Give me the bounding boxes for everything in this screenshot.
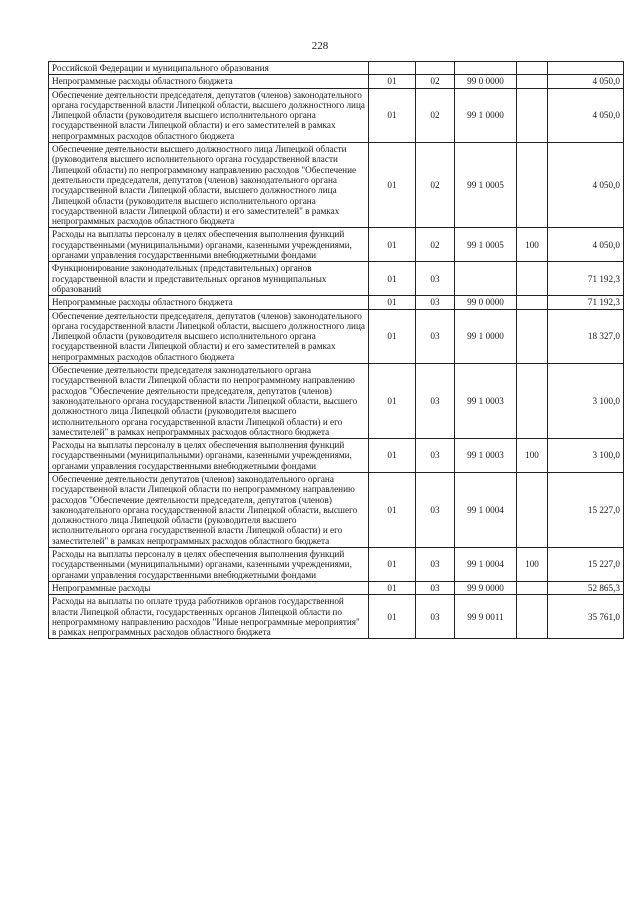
row-target-code [455, 262, 517, 296]
row-name: Обеспечение деятельности высшего должностного лица Липецкой области (руководителя высшего исполнительного органа государственной власти Липецкой области) по непрограммному направлению расходов "Обеспечение деятельности председателя, депутатов (членов) законодательного органа государственной власти Липецкой области, высшего должностного лица Липецкой области (руководителя высшего исполнительного органа государственной власти Липецкой области) и его заместителей" в рамках непрограммных расходов областного бюджета [49, 143, 369, 228]
row-expense-type [517, 581, 548, 594]
table-row [49, 581, 624, 594]
budget-table-body [49, 62, 624, 639]
table-row [49, 472, 624, 547]
row-target-code [455, 62, 517, 75]
table-row [49, 62, 624, 75]
row-target-code: 99 1 0004 [455, 548, 517, 582]
row-subsection: 02 [416, 88, 455, 142]
table-row [49, 75, 624, 88]
row-subsection: 03 [416, 296, 455, 309]
row-section: 01 [369, 75, 416, 88]
row-target-code: 99 1 0005 [455, 228, 517, 262]
row-expense-type [517, 143, 548, 228]
row-section: 01 [369, 439, 416, 473]
row-subsection [416, 62, 455, 75]
row-amount: 71 192,3 [548, 262, 624, 296]
row-expense-type [517, 595, 548, 639]
table-row [49, 309, 624, 363]
row-subsection: 02 [416, 143, 455, 228]
row-expense-type [517, 62, 548, 75]
row-name: Расходы на выплаты персоналу в целях обеспечения выполнения функций государственными (муниципальными) органами, казенными учреждениями, органами управления государственными внебюджетными фондами [49, 439, 369, 473]
row-subsection: 02 [416, 228, 455, 262]
row-name: Обеспечение деятельности депутатов (членов) законодательного органа государственной власти Липецкой области по непрограммному направлению расходов "Обеспечение деятельности председателя, депутатов (членов) законодательного органа государственной власти Липецкой области, высшего должностного лица Липецкой области (руководителя высшего исполнительного органа государственной власти Липецкой области) и его заместителей" в рамках непрограммных расходов областного бюджета [49, 472, 369, 547]
table-row [49, 439, 624, 473]
row-amount [548, 62, 624, 75]
row-name: Российской Федерации и муниципального образования [49, 62, 369, 75]
table-row [49, 88, 624, 142]
row-target-code: 99 1 0003 [455, 439, 517, 473]
row-expense-type: 100 [517, 439, 548, 473]
row-name: Непрограммные расходы областного бюджета [49, 296, 369, 309]
row-target-code: 99 1 0000 [455, 88, 517, 142]
row-target-code: 99 9 0011 [455, 595, 517, 639]
row-amount: 15 227,0 [548, 548, 624, 582]
row-amount: 18 327,0 [548, 309, 624, 363]
row-name: Обеспечение деятельности председателя законодательного органа государственной власти Липецкой области по непрограммному направлению расходов "Обеспечение деятельности председателя, депутатов (членов) законодательного органа государственной власти Липецкой области, высшего должностного лица Липецкой области (руководителя высшего исполнительного органа государственной власти Липецкой области) и его заместителей" в рамках непрограммных расходов областного бюджета [49, 364, 369, 439]
row-name: Непрограммные расходы [49, 581, 369, 594]
row-target-code: 99 0 0000 [455, 75, 517, 88]
row-section: 01 [369, 548, 416, 582]
row-subsection: 03 [416, 581, 455, 594]
table-row [49, 143, 624, 228]
row-expense-type [517, 364, 548, 439]
row-section: 01 [369, 364, 416, 439]
row-amount: 71 192,3 [548, 296, 624, 309]
row-amount: 3 100,0 [548, 439, 624, 473]
row-section: 01 [369, 309, 416, 363]
row-amount: 15 227,0 [548, 472, 624, 547]
row-target-code: 99 1 0000 [455, 309, 517, 363]
row-section: 01 [369, 581, 416, 594]
row-section: 01 [369, 262, 416, 296]
row-section: 01 [369, 88, 416, 142]
row-target-code: 99 1 0004 [455, 472, 517, 547]
row-section: 01 [369, 143, 416, 228]
row-section: 01 [369, 595, 416, 639]
row-subsection: 02 [416, 75, 455, 88]
row-subsection: 03 [416, 364, 455, 439]
row-name: Обеспечение деятельности председателя, депутатов (членов) законодательного органа государственной власти Липецкой области, высшего должностного лица Липецкой области (руководителя высшего исполнительного органа государственной власти Липецкой области) и его заместителей в рамках непрограммных расходов областного бюджета [49, 88, 369, 142]
row-subsection: 03 [416, 472, 455, 547]
row-expense-type [517, 296, 548, 309]
row-subsection: 03 [416, 439, 455, 473]
row-section [369, 62, 416, 75]
row-amount: 35 761,0 [548, 595, 624, 639]
page-number: 228 [311, 40, 329, 52]
row-section: 01 [369, 296, 416, 309]
row-target-code: 99 9 0000 [455, 581, 517, 594]
row-amount: 3 100,0 [548, 364, 624, 439]
row-target-code: 99 1 0003 [455, 364, 517, 439]
row-name: Расходы на выплаты по оплате труда работников органов государственной власти Липецкой области, государственных органов Липецкой области по непрограммному направлению расходов "Иные непрограммные мероприятия" в рамках непрограммных расходов областного бюджета [49, 595, 369, 639]
row-expense-type [517, 75, 548, 88]
row-section: 01 [369, 472, 416, 547]
row-subsection: 03 [416, 595, 455, 639]
row-expense-type: 100 [517, 228, 548, 262]
row-amount: 4 050,0 [548, 88, 624, 142]
table-row [49, 228, 624, 262]
row-name: Непрограммные расходы областного бюджета [49, 75, 369, 88]
table-row [49, 296, 624, 309]
row-amount: 52 865,3 [548, 581, 624, 594]
row-expense-type: 100 [517, 548, 548, 582]
table-row [49, 548, 624, 582]
row-name: Функционирование законодательных (представительных) органов государственной власти и представительных органов муниципальных образований [49, 262, 369, 296]
row-amount: 4 050,0 [548, 75, 624, 88]
table-row [49, 262, 624, 296]
table-row [49, 595, 624, 639]
row-expense-type [517, 472, 548, 547]
row-target-code: 99 1 0005 [455, 143, 517, 228]
row-subsection: 03 [416, 309, 455, 363]
row-name: Расходы на выплаты персоналу в целях обеспечения выполнения функций государственными (муниципальными) органами, казенными учреждениями, органами управления государственными внебюджетными фондами [49, 228, 369, 262]
row-subsection: 03 [416, 262, 455, 296]
table-row [49, 364, 624, 439]
budget-table [48, 61, 624, 639]
row-expense-type [517, 88, 548, 142]
row-amount: 4 050,0 [548, 143, 624, 228]
row-expense-type [517, 309, 548, 363]
row-expense-type [517, 262, 548, 296]
row-subsection: 03 [416, 548, 455, 582]
row-name: Обеспечение деятельности председателя, депутатов (членов) законодательного органа государственной власти Липецкой области, высшего должностного лица Липецкой области (руководителя высшего исполнительного органа государственной власти Липецкой области) и его заместителей в рамках непрограммных расходов областного бюджета [49, 309, 369, 363]
row-target-code: 99 0 0000 [455, 296, 517, 309]
row-section: 01 [369, 228, 416, 262]
row-amount: 4 050,0 [548, 228, 624, 262]
row-name: Расходы на выплаты персоналу в целях обеспечения выполнения функций государственными (муниципальными) органами, казенными учреждениями, органами управления государственными внебюджетными фондами [49, 548, 369, 582]
